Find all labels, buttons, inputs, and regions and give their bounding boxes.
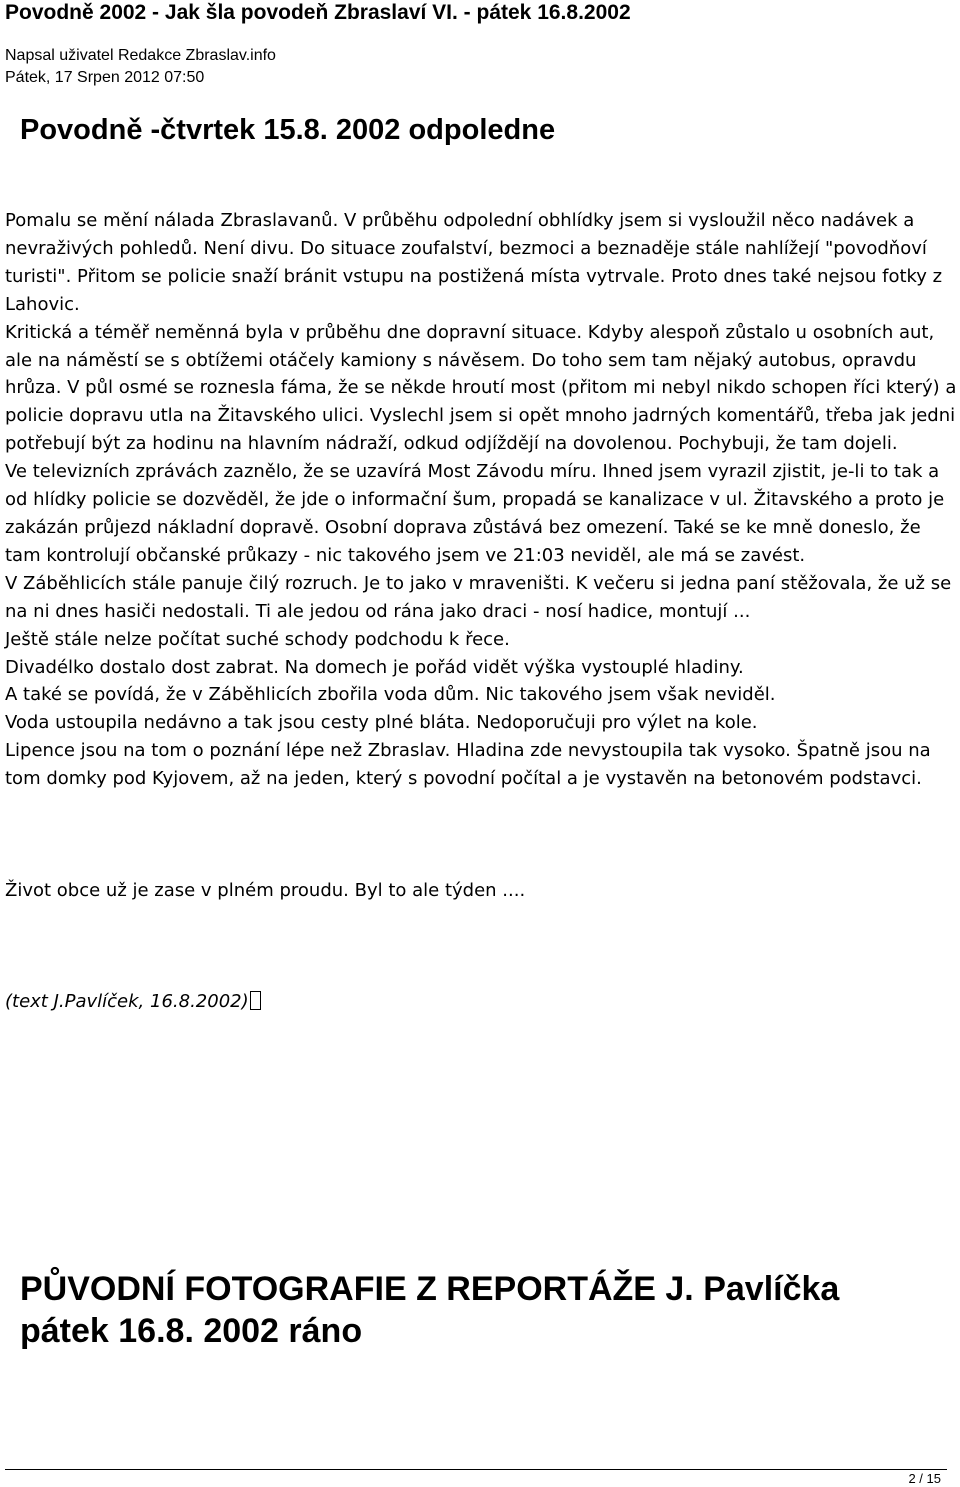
paragraph-mud: Voda ustoupila nedávno a tak jsou cesty plné bláta. Nedoporučuji pro výlet na kole. [5,712,758,734]
date-line: Pátek, 17 Srpen 2012 07:50 [5,69,205,86]
article-heading: Povodně -čtvrtek 15.8. 2002 odpoledne [20,114,556,146]
spacer [5,905,959,989]
article-body [5,207,959,1016]
paragraph-traffic: Kritická a téměř neměnná byla v průběhu dne dopravní situace. Kdyby alespoň zůstalo u osobních aut, ale na náměstí se s obtížemi otáčely kamiony s návěsem. Do toho sem tam nějaký autobus, opravdu hrůza. V půl osmé se roznesla fáma, že se někde hroutí most (přitom mi nebyl nikdo schopen říci který) a policie dopravu utla na Žitavského ulici. Vyslechl jsem si opět mnoho jadrných komentářů, třeba jak jedni potřebují být za hodinu na hlavním nádraží, odkud odjíždějí na dovolenou. Pochybuji, že tam dojeli. [5,321,957,455]
closing-line: Život obce už je zase v plném proudu. Byl to ale týden .... [5,879,526,901]
photo-heading-line1: PŮVODNÍ FOTOGRAFIE Z REPORTÁŽE J. Pavlíčka [20,1270,840,1308]
document-title: Povodně 2002 - Jak šla povodeň Zbraslaví VI. - pátek 16.8.2002 [5,1,631,24]
paragraph-theatre: Divadélko dostalo dost zabrat. Na domech je pořád vidět výška vystouplé hladiny. [5,656,744,678]
paragraph-house: A také se povídá, že v Záběhlicích zbořila voda dům. Nic takového jsem však neviděl. [5,684,776,706]
photo-section-heading [20,1268,839,1352]
spacer [5,793,959,877]
missing-glyph-icon [250,991,261,1010]
signature-text: (text J.Pavlíček, 16.8.2002) [5,991,249,1013]
footer-divider [5,1469,947,1470]
paragraph-lipence: Lipence jsou na tom o poznání lépe než Zbraslav. Hladina zde nevystoupila tak vysoko. Špatně jsou na tom domky pod Kyjovem, až na jeden, který s povodní počítal a je vystavěn na betonovém podstavci. [5,740,931,790]
paragraph-intro: Pomalu se mění nálada Zbraslavanů. V průběhu odpolední obhlídky jsem si vysloužil něco nadávek a nevraživých pohledů. Není divu. Do situace zoufalství, bezmoci a beznaděje stále nahlížejí "povodňoví turisti". Přitom se policie snaží bránit vstupu na postižená místa vytrvale. Proto dnes také nejsou fotky z Lahovic. [5,210,943,315]
paragraph-stairs: Ještě stále nelze počítat suché schody podchodu k řece. [5,628,510,650]
signature [5,988,959,1016]
paragraph-zabehlice: V Záběhlicích stále panuje čilý rozruch. Je to jako v mraveništi. K večeru si jedna paní stěžovala, že už se na ni dnes hasiči nedostali. Ti ale jedou od rána jako draci - nosí hadice, montují ... [5,572,952,622]
paragraph-news: Ve televizních zprávách zaznělo, že se uzavírá Most Závodu míru. Ihned jsem vyrazil zjistit, je-li to tak a od hlídky policie se dozvěděl, že jde o informační šum, propadá se kanalizace v ul. Žitavského a proto je zakázán průjezd nákladní dopravě. Osobní doprava zůstává bez omezení. Také se ke mně doneslo, že tam kontrolují občanské průkazy - nic takového jsem ve 21:03 neviděl, ale má se zavést. [5,461,945,566]
photo-heading-line2: pátek 16.8. 2002 ráno [20,1312,363,1350]
page-number: 2 / 15 [908,1471,941,1486]
author-line: Napsal uživatel Redakce Zbraslav.info [5,47,276,64]
